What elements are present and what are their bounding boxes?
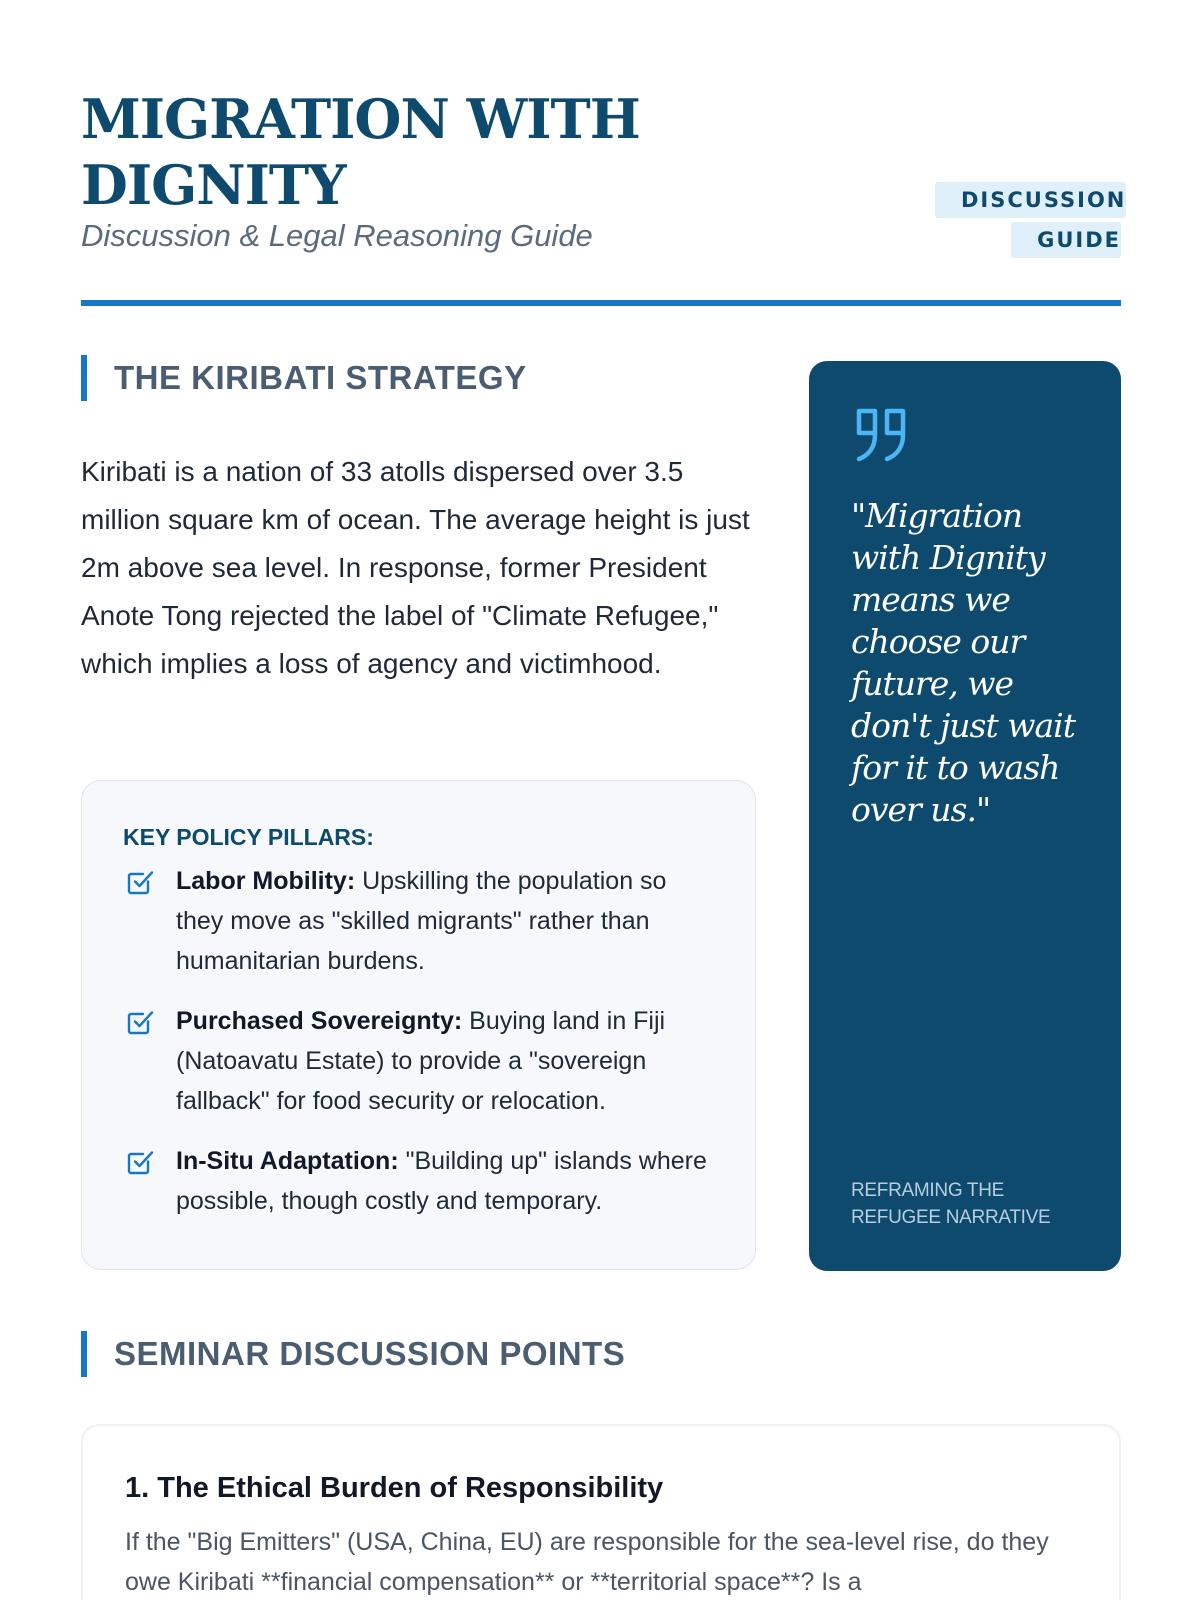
page-subtitle: Discussion & Legal Reasoning Guide [81,218,593,253]
key-policy-pillars-box [81,780,756,1270]
badge-label: DISCUSSION GUIDE [935,182,1126,258]
pillar-text: "Building up" islands where possible, though costly and temporary. [176,1147,707,1215]
discussion-point-title: 1. The Ethical Burden of Responsibility [125,1472,664,1504]
checkbox-check-icon [125,1147,155,1177]
pillar-label: Labor Mobility: [176,867,356,895]
quote-card [809,361,1121,1271]
pillars-title: KEY POLICY PILLARS: [123,824,374,850]
checkbox-check-icon [125,1007,155,1037]
page [81,0,1127,1600]
pillar-label: Purchased Sovereignty: [176,1007,463,1035]
section-heading-kiribati-strategy: THE KIRIBATI STRATEGY [81,355,527,401]
discussion-point-card [81,1424,1121,1600]
discussion-point-body: If the "Big Emitters" (USA, China, EU) are responsible for the sea-level rise, do they owe Kiribati **financial compensation** or **territorial space**? Is a [125,1528,1049,1596]
section-heading-seminar-discussion: SEMINAR DISCUSSION POINTS [81,1331,625,1377]
pillar-text: Upskilling the population so they move as "skilled migrants" rather than humanitarian burdens. [176,867,667,975]
pillar-item [123,1141,715,1221]
header-divider [81,300,1121,306]
checkbox-check-icon [125,867,155,897]
pillar-text: Buying land in Fiji (Natoavatu Estate) to provide a "sovereign fallback" for food security or relocation. [176,1007,666,1115]
quote-icon [851,405,911,465]
intro-paragraph: Kiribati is a nation of 33 atolls dispersed over 3.5 million square km of ocean. The average height is just 2m above sea level. In response, former President Anote Tong rejected the label of "Climate Refugee," which implies a loss of agency and victimhood. [81,456,750,679]
pillar-item [123,861,715,981]
pillar-label: In-Situ Adaptation: [176,1147,399,1175]
quote-caption: REFRAMING THE REFUGEE NARRATIVE [851,1180,1051,1228]
page-title: MIGRATION WITH DIGNITY [81,87,640,217]
pillar-item [123,1001,715,1121]
quote-text: "Migration with Dignity means we choose our future, we don't just wait for it to wash over us." [851,496,1075,829]
discussion-guide-badge [935,180,1127,260]
